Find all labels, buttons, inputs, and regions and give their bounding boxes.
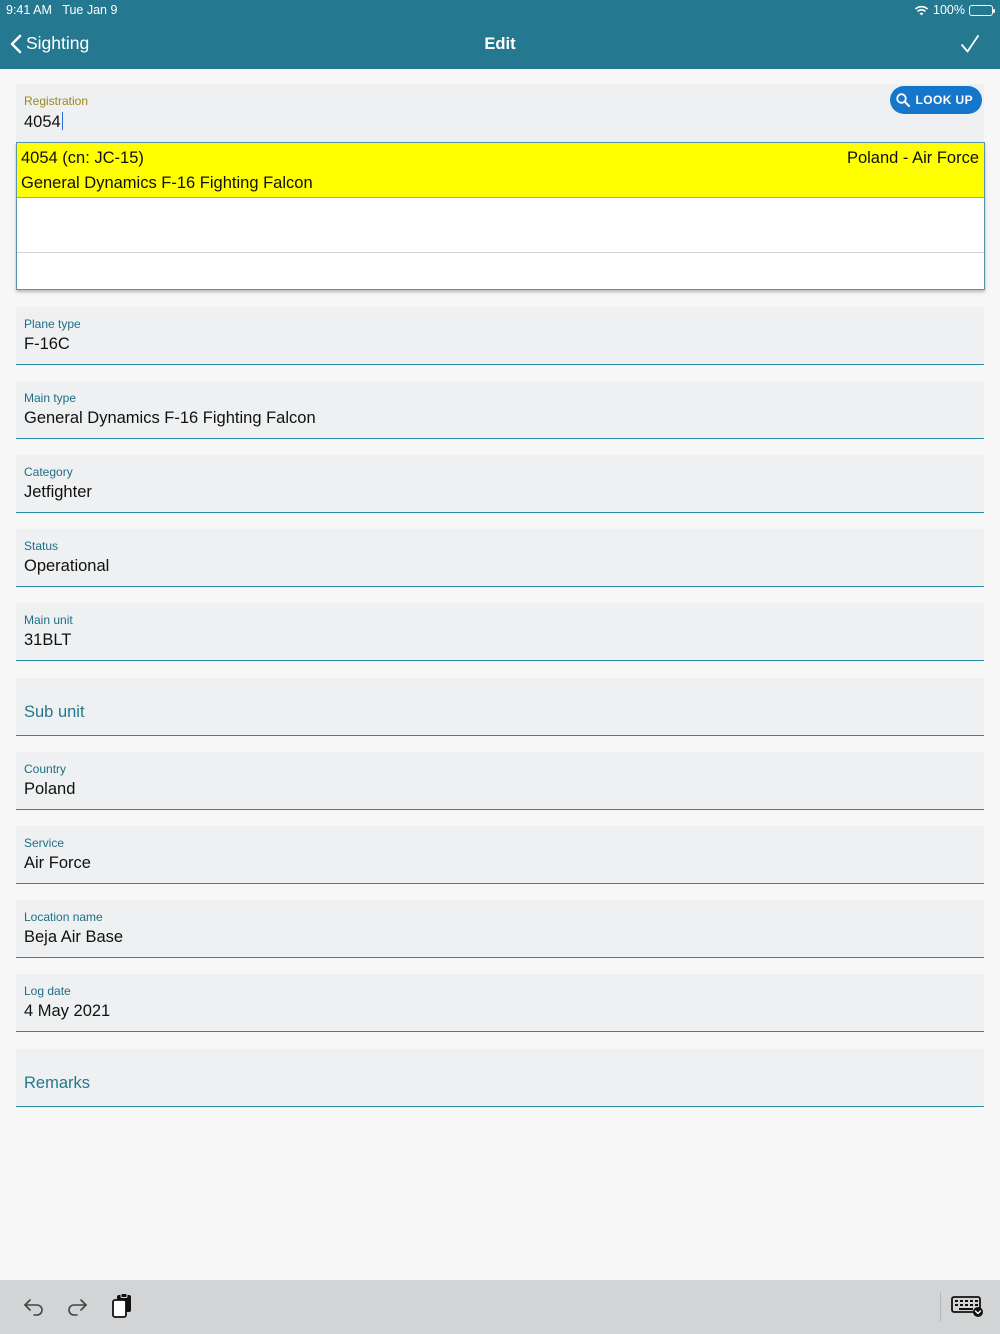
country-field[interactable]: [16, 752, 984, 810]
main-unit-value[interactable]: 31BLT: [24, 631, 72, 649]
search-icon: [896, 93, 910, 107]
main-type-value[interactable]: General Dynamics F-16 Fighting Falcon: [24, 409, 316, 427]
main-unit-field[interactable]: [16, 603, 984, 661]
main-unit-label: Main unit: [24, 613, 73, 627]
suggestion-item[interactable]: [17, 143, 984, 198]
paste-button[interactable]: [111, 1293, 133, 1324]
main-type-field[interactable]: [16, 381, 984, 439]
country-value[interactable]: Poland: [24, 780, 76, 798]
look-up-label: LOOK UP: [915, 93, 973, 107]
suggestion-empty-row: [17, 198, 984, 253]
sub-unit-field[interactable]: [16, 678, 984, 736]
registration-field[interactable]: [16, 84, 984, 142]
status-value[interactable]: Operational: [24, 557, 110, 575]
clipboard-icon: [111, 1293, 133, 1319]
location-name-label: Location name: [24, 910, 103, 924]
suggestion-empty-row: [17, 253, 984, 308]
suggestion-operator: Poland - Air Force: [846, 149, 979, 167]
battery-icon: [969, 5, 993, 16]
redo-button[interactable]: [66, 1295, 88, 1322]
service-field[interactable]: [16, 826, 984, 884]
keyboard-icon: [951, 1296, 985, 1318]
location-name-field[interactable]: [16, 900, 984, 958]
keyboard-button[interactable]: [951, 1296, 985, 1323]
registration-label: Registration: [24, 94, 89, 108]
plane-type-label: Plane type: [24, 317, 81, 331]
keyboard-toolbar: [0, 1280, 1000, 1334]
redo-icon: [66, 1295, 88, 1317]
plane-type-value[interactable]: F-16C: [24, 335, 70, 353]
wifi-icon: [914, 5, 929, 16]
main-type-label: Main type: [24, 391, 77, 405]
registration-value[interactable]: 4054: [24, 113, 61, 131]
look-up-button[interactable]: [890, 86, 982, 114]
country-label: Country: [24, 762, 67, 776]
service-label: Service: [24, 836, 65, 850]
category-label: Category: [24, 465, 73, 479]
navigation-header: [0, 0, 1000, 69]
suggestion-type: General Dynamics F-16 Fighting Falcon: [21, 174, 313, 192]
suggestion-registration: 4054 (cn: JC-15): [21, 149, 144, 167]
undo-icon: [23, 1295, 45, 1317]
status-time: 9:41 AM Tue Jan 9: [6, 3, 118, 17]
checkmark-icon: [960, 34, 980, 54]
status-label: Status: [24, 539, 59, 553]
remarks-placeholder: Remarks: [24, 1074, 91, 1092]
toolbar-divider: [940, 1292, 941, 1322]
status-indicators: [914, 3, 993, 17]
back-label: Sighting: [26, 33, 90, 53]
service-value[interactable]: Air Force: [24, 854, 91, 872]
page-title: Edit: [484, 35, 516, 53]
log-date-label: Log date: [24, 984, 71, 998]
status-field[interactable]: [16, 529, 984, 587]
log-date-field[interactable]: [16, 974, 984, 1032]
plane-type-field[interactable]: [16, 307, 984, 365]
remarks-field[interactable]: [16, 1049, 984, 1107]
registration-suggestions: [16, 142, 985, 290]
location-name-value[interactable]: Beja Air Base: [24, 928, 124, 946]
battery-percent: 100%: [933, 3, 965, 17]
category-value[interactable]: Jetfighter: [24, 483, 92, 501]
done-button[interactable]: [960, 34, 980, 59]
log-date-value[interactable]: 4 May 2021: [24, 1002, 111, 1020]
undo-button[interactable]: [23, 1295, 45, 1322]
sub-unit-placeholder: Sub unit: [24, 703, 85, 721]
category-field[interactable]: [16, 455, 984, 513]
